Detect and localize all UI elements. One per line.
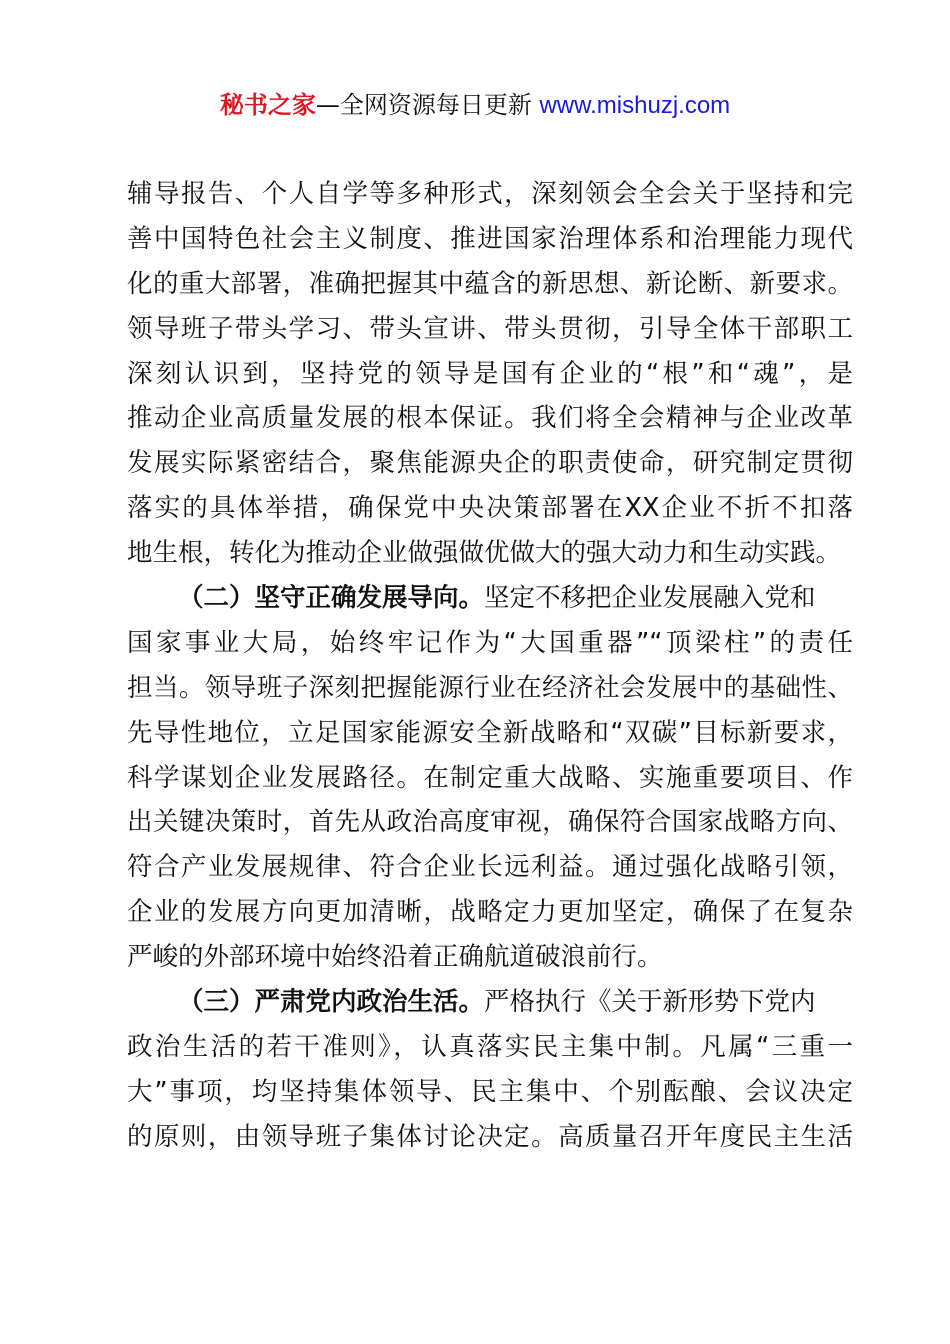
- paragraph-line: 深刻认识到，坚持党的领导是国有企业的“根”和“魂”，是: [127, 358, 853, 389]
- section-first-line: [127, 576, 853, 621]
- paragraph-line: 符合产业发展规律、符合企业长远利益。通过强化战略引领，: [127, 852, 853, 883]
- document-body: [127, 172, 853, 1160]
- paragraph-line: 的原则，由领导班子集体讨论决定。高质量召开年度民主生活: [127, 1121, 853, 1152]
- site-header: [0, 88, 950, 123]
- paragraph-line: 发展实际紧密结合，聚焦能源央企的职责使命，研究制定贯彻: [127, 448, 853, 479]
- site-url-link[interactable]: www.mishuzj.com: [539, 92, 731, 119]
- section-text: 严格执行《关于新形势下党内: [484, 987, 816, 1018]
- paragraph-line: 化的重大部署，准确把握其中蕴含的新思想、新论断、新要求。: [127, 268, 853, 299]
- paragraph-line: 企业的发展方向更加清晰，战略定力更加坚定，确保了在复杂: [127, 897, 853, 928]
- paragraph-line: 推动企业高质量发展的根本保证。我们将全会精神与企业改革: [127, 403, 853, 434]
- paragraph-line: 严峻的外部环境中始终沿着正确航道破浪前行。: [127, 942, 663, 973]
- paragraph-line: 大”事项，均坚持集体领导、民主集中、个别酝酿、会议决定: [127, 1076, 853, 1107]
- section-text: 坚定不移把企业发展融入党和: [484, 583, 816, 614]
- paragraph-1: [127, 172, 853, 576]
- section-heading: （三）严肃党内政治生活。: [178, 987, 485, 1018]
- header-tagline: —全网资源每日更新: [315, 91, 532, 119]
- paragraph-line: 落实的具体举措，确保党中央决策部署在XX企业不折不扣落: [127, 493, 853, 524]
- section-3: [127, 980, 853, 1160]
- brand-name: 秘书之家: [219, 91, 316, 119]
- paragraph-line: 科学谋划企业发展路径。在制定重大战略、实施重要项目、作: [127, 762, 853, 793]
- paragraph-line: 辅导报告、个人自学等多种形式，深刻领会全会关于坚持和完: [127, 179, 853, 209]
- paragraph-line: 领导班子带头学习、带头宣讲、带头贯彻，引导全体干部职工: [127, 313, 853, 344]
- paragraph-line: 国家事业大局，始终牢记作为“大国重器”“顶梁柱”的责任: [127, 627, 853, 658]
- paragraph-line: 出关键决策时，首先从政治高度审视，确保符合国家战略方向、: [127, 807, 853, 838]
- paragraph-line: 善中国特色社会主义制度、推进国家治理体系和治理能力现代: [127, 223, 853, 254]
- section-2: [127, 576, 853, 980]
- paragraph-line: 政治生活的若干准则》，认真落实民主集中制。凡属“三重一: [127, 1031, 853, 1062]
- section-heading: （二）坚守正确发展导向。: [178, 583, 485, 614]
- paragraph-line: 地生根，转化为推动企业做强做优做大的强大动力和生动实践。: [127, 538, 842, 569]
- paragraph-line: 担当。领导班子深刻把握能源行业在经济社会发展中的基础性、: [127, 672, 853, 703]
- section-first-line: [127, 980, 853, 1025]
- paragraph-line: 先导性地位，立足国家能源安全新战略和“双碳”目标新要求，: [127, 717, 853, 748]
